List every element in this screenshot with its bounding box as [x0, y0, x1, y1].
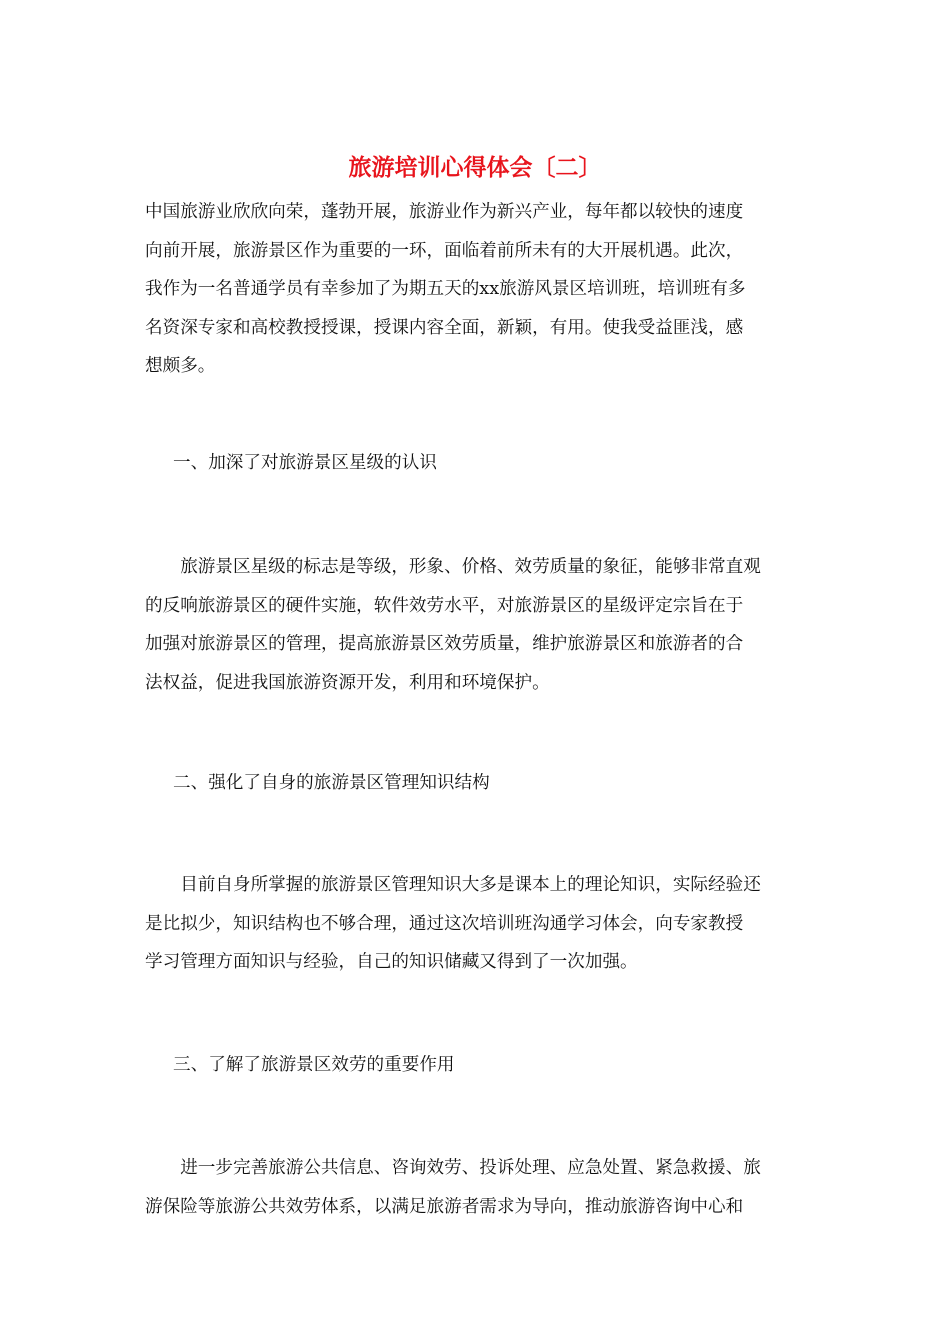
paragraph-line: 的反响旅游景区的硬件实施，软件效劳水平，对旅游景区的星级评定宗旨在于	[145, 595, 744, 616]
paragraph-line: 向前开展，旅游景区作为重要的一环，面临着前所未有的大开展机遇。此次，	[145, 240, 744, 261]
paragraph-line: 中国旅游业欣欣向荣，蓬勃开展，旅游业作为新兴产业，每年都以较快的速度	[145, 202, 744, 222]
paragraph-line: 目前自身所掌握的旅游景区管理知识大多是课本上的理论知识，实际经验还	[145, 875, 761, 895]
section-heading-3: 三、了解了旅游景区效劳的重要作用	[173, 1055, 455, 1075]
paragraph-line: 想颇多。	[145, 356, 216, 377]
section-heading-2: 二、强化了自身的旅游景区管理知识结构	[173, 773, 490, 793]
intro-paragraph	[145, 193, 805, 386]
document-title: 旅游培训心得体会〔二〕	[348, 154, 602, 181]
paragraph-line: 加强对旅游景区的管理，提高旅游景区效劳质量，维护旅游景区和旅游者的合	[145, 634, 744, 655]
paragraph-line: 游保险等旅游公共效劳体系，以满足旅游者需求为导向，推动旅游咨询中心和	[145, 1196, 744, 1217]
paragraph-line: 旅游景区星级的标志是等级，形象、价格、效劳质量的象征，能够非常直观	[145, 557, 761, 577]
section-paragraph-2	[145, 866, 805, 982]
paragraph-line: 法权益，促进我国旅游资源开发，利用和环境保护。	[145, 672, 550, 693]
paragraph-line: 是比拟少，知识结构也不够合理，通过这次培训班沟通学习体会，向专家教授	[145, 913, 744, 934]
paragraph-line: 学习管理方面知识与经验，自己的知识储藏又得到了一次加强。	[145, 952, 638, 973]
section-paragraph-1	[145, 548, 805, 702]
paragraph-line: 名资深专家和高校教授授课，授课内容全面，新颖，有用。使我受益匪浅，感	[145, 317, 744, 338]
paragraph-line: 进一步完善旅游公共信息、咨询效劳、投诉处理、应急处置、紧急救援、旅	[145, 1158, 761, 1178]
paragraph-line: 我作为一名普通学员有幸参加了为期五天的xx旅游风景区培训班，培训班有多	[145, 279, 746, 300]
section-paragraph-3	[145, 1149, 805, 1226]
section-heading-1: 一、加深了对旅游景区星级的认识	[173, 453, 437, 473]
